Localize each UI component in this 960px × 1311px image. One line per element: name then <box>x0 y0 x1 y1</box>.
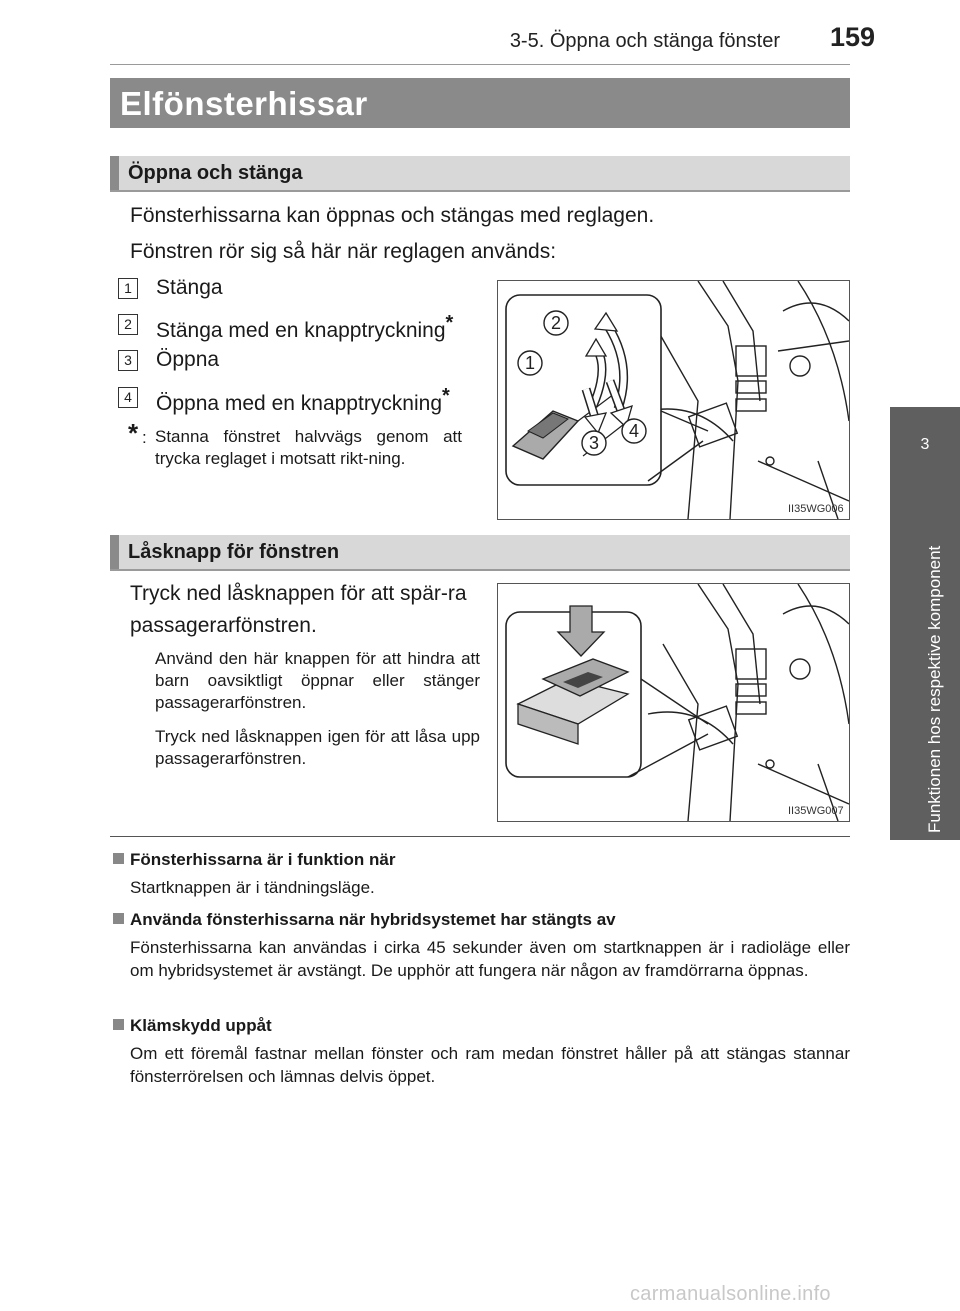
lock-paragraph: Tryck ned låsknappen igen för att låsa upp passagerarfönstren. <box>155 727 480 768</box>
square-bullet-icon <box>113 1019 124 1030</box>
window-switch-illustration <box>498 281 849 519</box>
note-heading <box>113 1016 272 1036</box>
section-heading-open-close: Öppna och stänga <box>128 162 303 184</box>
list-item-open: Öppna <box>156 348 220 371</box>
list-item-label: Stänga med en knapptryckning <box>156 319 446 342</box>
window-switch-figure <box>497 280 850 520</box>
note-title: Klämskydd uppåt <box>130 1016 272 1035</box>
asterisk-mark: * <box>442 385 450 407</box>
section-heading-accent <box>110 156 119 190</box>
lock-paragraph: Använd den här knappen för att hindra att barn oavsiktligt öppnar eller stänger passagerarfönstren. <box>155 649 480 712</box>
callout-label: 2 <box>550 313 562 333</box>
note-body: Startknappen är i tändningsläge. <box>130 878 375 897</box>
list-number: 4 <box>118 387 138 408</box>
figure-code: II35WG007 <box>788 805 844 817</box>
callout-label: 1 <box>524 353 536 373</box>
window-lock-illustration <box>498 584 849 821</box>
section-heading-window-lock: Låsknapp för fönstren <box>128 541 340 563</box>
note-title: Använda fönsterhissarna när hybridsystemet har stängts av <box>130 910 616 929</box>
asterisk-mark: * <box>445 312 454 334</box>
intro-text: Fönsterhissarna kan öppnas och stängas med reglagen. <box>130 204 655 227</box>
square-bullet-icon <box>113 913 124 924</box>
list-item-label: Öppna med en knapptryckning <box>156 392 443 415</box>
square-bullet-icon <box>113 853 124 864</box>
site-watermark: carmanualsonline.info <box>630 1283 831 1305</box>
header-divider <box>110 64 850 65</box>
list-item-close-one-touch <box>156 312 453 343</box>
list-number: 2 <box>118 314 138 335</box>
page-title: Elfönsterhissar <box>120 85 368 122</box>
note-title: Fönsterhissarna är i funktion när <box>130 850 396 869</box>
footnote-asterisk: * <box>128 418 139 448</box>
footnote-text: Stanna fönstret halvvägs genom att trycka reglaget i motsatt rikt-ning. <box>155 427 462 468</box>
lock-intro-text: Tryck ned låsknappen för att spär-ra passagerarfönstren. <box>130 582 467 637</box>
intro-text: Fönstren rör sig så här när reglagen används: <box>130 240 557 263</box>
header-section-title: 3-5. Öppna och stänga fönster <box>509 30 780 52</box>
note-body: Fönsterhissarna kan användas i cirka 45 sekunder även om startknappen är i radioläge eller om hybridsystemet är avstängt. De upphör att fungera när någon av framdörrarna öppnas. <box>130 938 850 980</box>
page-number: 159 <box>830 22 876 52</box>
list-item-open-one-touch <box>156 385 450 416</box>
note-body: Om ett föremål fastnar mellan fönster och ram medan fönstret håller på att stängas stannar fönsterrörelsen och lämnas delvis öppet. <box>130 1044 850 1086</box>
footnote-colon: : <box>142 428 147 447</box>
window-lock-figure <box>497 583 850 822</box>
list-number: 3 <box>118 350 138 371</box>
callout-label: 4 <box>628 421 640 441</box>
section-heading-accent <box>110 535 119 569</box>
list-item-close: Stänga <box>156 276 223 299</box>
callout-label: 3 <box>588 433 600 453</box>
list-number: 1 <box>118 278 138 299</box>
chapter-number: 3 <box>920 436 930 453</box>
note-heading <box>113 910 616 930</box>
note-heading <box>113 850 395 870</box>
chapter-title: Funktionen hos respektive komponent <box>925 545 944 833</box>
notes-divider <box>110 836 850 837</box>
figure-code: II35WG006 <box>788 503 844 515</box>
